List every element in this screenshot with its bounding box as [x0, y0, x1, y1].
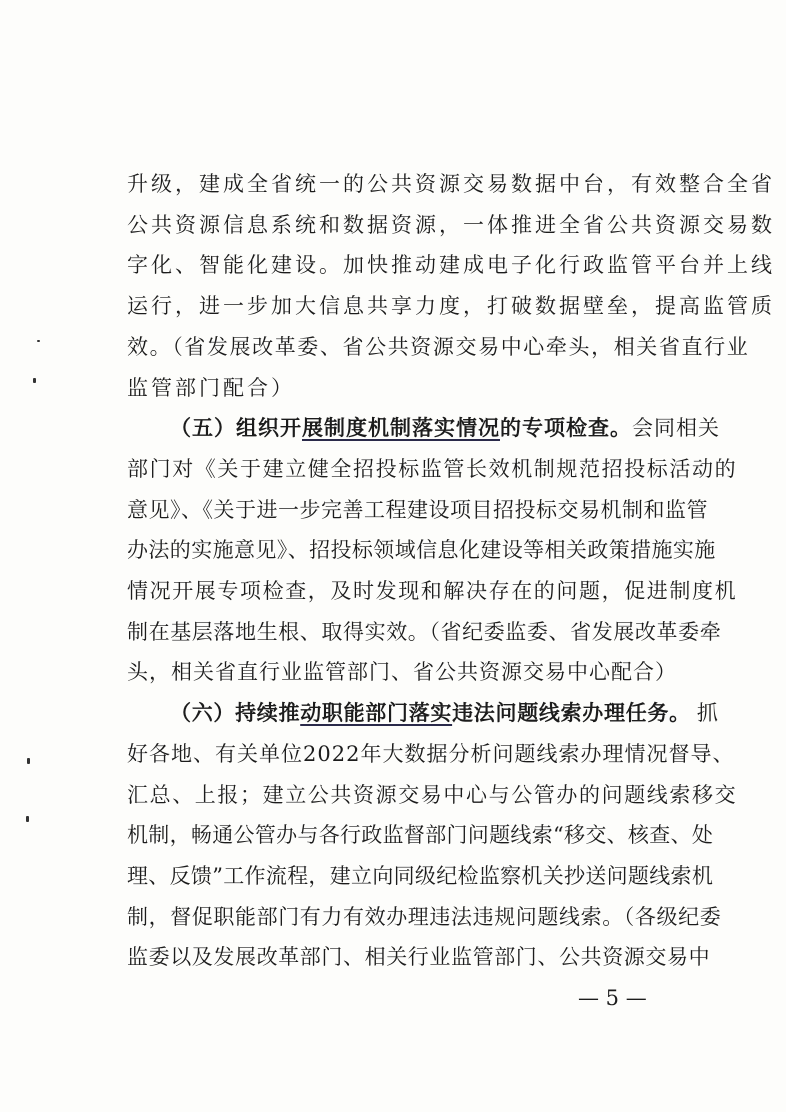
scan-speck: [26, 816, 29, 822]
body-line-19: [0, 905, 786, 929]
section-six-heading-part1: （六）持续推: [170, 700, 301, 725]
page-number: — 5 —: [578, 986, 647, 1010]
body-line-12: 制在基层落地生根、取得实效。（省纪委监委、省发展改革委牵: [127, 620, 722, 644]
body-line-8: 部门对《关于建立健全招投标监管长效机制规范招投标活动的: [127, 457, 738, 481]
body-line-text: 制，督促职能部门有力有效办理违法违规问题线索。（各级纪委: [127, 905, 722, 929]
body-line-15: 好各地、有关单位2022年大数据分析问题线索办理情况督导、: [127, 742, 735, 766]
body-line-6: 监管部门配合）: [127, 376, 295, 400]
body-line-4: 运行，进一步加大信息共享力度，打破数据壁垒，提高监管质: [127, 294, 775, 318]
body-line-text: 监委以及发展改革部门、相关行业监管部门、公共资源交易中: [127, 945, 711, 969]
section-five-heading-part1: （五）组织开: [170, 415, 302, 440]
body-line-5: 效。（省发展改革委、省公共资源交易中心牵头，相关省直行业: [127, 335, 750, 359]
body-line-10: 办法的实施意见》、招投标领域信息化建设等相关政策措施实施: [127, 538, 716, 562]
body-line-18: 理、反馈”工作流程，建立向同级纪检监察机关抄送问题线索机: [127, 864, 714, 888]
body-line-3: 字化、智能化建设。加快推动建成电子化行政监管平台并上线: [127, 253, 775, 277]
section-six-text-start: 抓: [696, 701, 718, 725]
body-line-13: 头，相关省直行业监管部门、省公共资源交易中心配合）: [127, 660, 677, 684]
section-five-heading-part3: 的专项检查。: [500, 415, 632, 440]
body-line-9: 意见》、《关于进一步完善工程建设项目招投标交易机制和监管: [127, 498, 708, 522]
section-five-heading-underlined: 展制度机制落实情况: [302, 415, 500, 440]
body-line-1: 升级，建成全省统一的公共资源交易数据中台，有效整合全省: [127, 172, 775, 196]
section-five-heading-line: [0, 416, 786, 440]
section-six-heading-part3: 违法问题线索办理任务。: [452, 700, 691, 725]
scan-speck: [27, 758, 30, 764]
body-line-17: 机制，畅通公管办与各行政监督部门问题线索“移交、核查、处: [127, 823, 714, 847]
body-line-20: [0, 945, 786, 969]
section-six-heading-underlined: 动职能部门落实: [300, 700, 453, 725]
scan-speck: [33, 378, 36, 383]
scan-speck: [37, 340, 40, 342]
body-line-11: 情况开展专项检查，及时发现和解决存在的问题，促进制度机: [127, 579, 738, 603]
body-line-2: 公共资源信息系统和数据资源，一体推进全省公共资源交易数: [127, 213, 775, 237]
section-five-text-start: 会同相关: [632, 416, 720, 440]
body-line-16: 汇总、上报；建立公共资源交易中心与公管办的问题线索移交: [127, 783, 738, 807]
section-six-heading-line: [0, 701, 786, 725]
